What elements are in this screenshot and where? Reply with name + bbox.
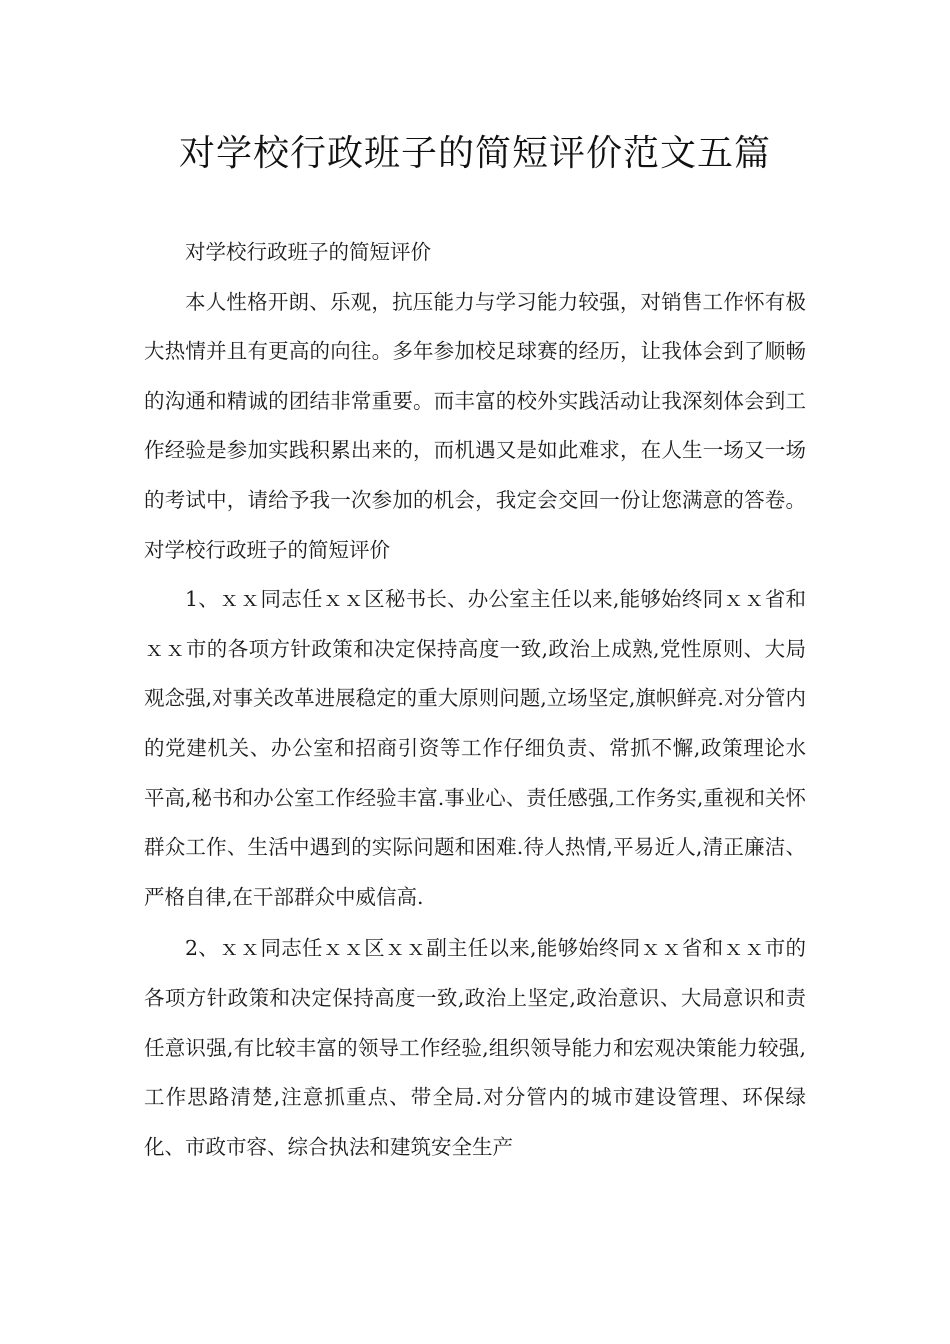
document-title: 对学校行政班子的简短评价范文五篇: [178, 133, 771, 174]
evaluation-paragraph-1: 1、ｘｘ同志任ｘｘ区秘书长、办公室主任以来,能够始终同ｘｘ省和ｘｘ市的各项方针政策和决定保持高度一致,政治上成熟,党性原则、大局观念强,对事关改革进展稳定的重大原则问题,立场坚定,旗帜鲜亮.对分管内的党建机关、办公室和招商引资等工作仔细负责、常抓不懈,政策理论水平高,秘书和办公室工作经验丰富.事业心、责任感强,工作务实,重视和关怀群众工作、生活中遇到的实际问题和困难.待人热情,平易近人,清正廉洁、严格自律,在干部群众中威信高.: [144, 587, 806, 909]
intro-paragraph: 本人性格开朗、乐观，抗压能力与学习能力较强，对销售工作怀有极大热情并且有更高的向往。多年参加校足球赛的经历，让我体会到了顺畅的沟通和精诚的团结非常重要。而丰富的校外实践活动让我深刻体会到工作经验是参加实践积累出来的，而机遇又是如此难求，在人生一场又一场的考试中，请给予我一次参加的机会，我定会交回一份让您满意的答卷。对学校行政班子的简短评价: [144, 289, 806, 562]
subtitle-paragraph: 对学校行政班子的简短评价: [185, 240, 431, 264]
document-body: [144, 228, 806, 1172]
evaluation-paragraph-2: 2、ｘｘ同志任ｘｘ区ｘｘ副主任以来,能够始终同ｘｘ省和ｘｘ市的各项方针政策和决定保持高度一致,政治上坚定,政治意识、大局意识和责任意识强,有比较丰富的领导工作经验,组织领导能力和宏观决策能力较强,工作思路清楚,注意抓重点、带全局.对分管内的城市建设管理、环保绿化、市政市容、综合执法和建筑安全生产: [144, 936, 806, 1159]
